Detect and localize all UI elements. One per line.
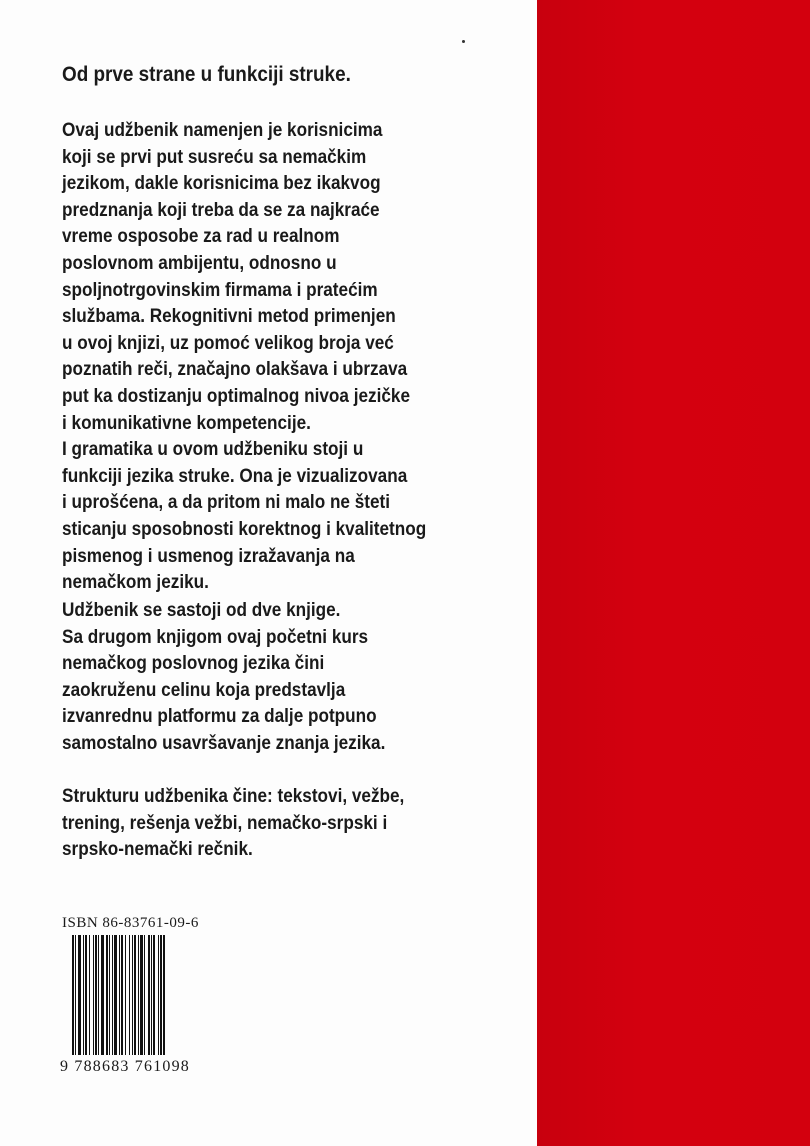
text-line: u ovoj knjizi, uz pomoć velikog broja već <box>62 331 394 354</box>
text-line: trening, rešenja vežbi, nemačko-srpski i <box>62 811 388 834</box>
text-line: nemačkom jeziku. <box>62 571 209 594</box>
text-line: izvanrednu platformu za dalje potpuno <box>62 705 377 728</box>
barcode-digits: 9 788683 761098 <box>60 1058 190 1075</box>
text-line: i uprošćena, a da pritom ni malo ne šteti <box>62 491 391 514</box>
text-line: službama. Rekognitivni metod primenjen <box>62 305 396 328</box>
barcode-bar <box>85 935 87 1055</box>
text-line: Udžbenik se sastoji od dve knjige. <box>62 599 341 621</box>
text-line: vreme osposobe za rad u realnom <box>62 225 340 248</box>
barcode-bar <box>163 935 165 1055</box>
text-line: sticanju sposobnosti korektnog i kvalitetnog <box>62 517 427 540</box>
text-line: nemačkog poslovnog jezika čini <box>62 652 325 675</box>
paragraph-intro <box>62 117 476 596</box>
barcode-bar <box>140 935 143 1055</box>
red-cover-band <box>537 0 810 1146</box>
paragraph-structure <box>62 783 476 863</box>
barcode-bar <box>83 935 84 1055</box>
text-line: pismenog i usmenog izražavanja na <box>62 544 355 567</box>
print-speck <box>462 40 465 43</box>
barcode-bar <box>109 935 110 1055</box>
paragraph-books <box>62 597 476 757</box>
text-line: I gramatika u ovom udžbeniku stoji u <box>62 438 364 461</box>
barcode-bar <box>144 935 145 1055</box>
text-line: Strukturu udžbenika čine: tekstovi, vežbe, <box>62 785 405 807</box>
barcode-bar <box>121 935 123 1055</box>
text-line: Ovaj udžbenik namenjen je korisnicima <box>62 119 383 141</box>
barcode-bar <box>72 935 74 1055</box>
barcode-bar <box>148 935 150 1055</box>
barcode-bar <box>75 935 76 1055</box>
text-line: put ka dostizanju optimalnog nivoa jezičke <box>62 384 411 407</box>
barcode-bar <box>106 935 108 1055</box>
barcode-bar <box>114 935 117 1055</box>
text-line: funkciji jezika struke. Ona je vizualizovana <box>62 464 408 487</box>
barcode-bar <box>138 935 139 1055</box>
text-line: i komunikativne kompetencije. <box>62 411 311 434</box>
text-line: poslovnom ambijentu, odnosno u <box>62 251 337 274</box>
isbn-label: ISBN 86-83761-09-6 <box>62 915 199 931</box>
text-line: Sa drugom knjigom ovaj početni kurs <box>62 625 369 648</box>
barcode-bar <box>153 935 155 1055</box>
heading: Od prve strane u funkciji struke. <box>62 63 351 86</box>
barcode-bar <box>160 935 162 1055</box>
text-line: srpsko-nemački rečnik. <box>62 838 253 861</box>
barcode-bar <box>101 935 104 1055</box>
isbn-barcode <box>72 935 212 1055</box>
barcode-bar <box>125 935 126 1055</box>
barcode-bar <box>95 935 97 1055</box>
barcode-bar <box>112 935 113 1055</box>
barcode-bar <box>132 935 133 1055</box>
text-line: predznanja koji treba da se za najkraće <box>62 198 380 221</box>
text-line: zaokruženu celinu koja predstavlja <box>62 678 346 701</box>
barcode-bar <box>119 935 120 1055</box>
barcode-bar <box>158 935 159 1055</box>
text-line: spoljnotrgovinskim firmama i pratećim <box>62 278 378 301</box>
barcode-bar <box>78 935 81 1055</box>
barcode-bar <box>98 935 99 1055</box>
barcode-bar <box>93 935 94 1055</box>
text-line: jezikom, dakle korisnicima bez ikakvog <box>62 172 381 195</box>
text-line: samostalno usavršavanje znanja jezika. <box>62 731 386 754</box>
barcode-bar <box>151 935 152 1055</box>
barcode-bar <box>134 935 136 1055</box>
barcode-bar <box>89 935 90 1055</box>
text-line: koji se prvi put susreću sa nemačkim <box>62 145 367 168</box>
text-line: poznatih reči, značajno olakšava i ubrzava <box>62 358 408 381</box>
barcode-bar <box>129 935 130 1055</box>
